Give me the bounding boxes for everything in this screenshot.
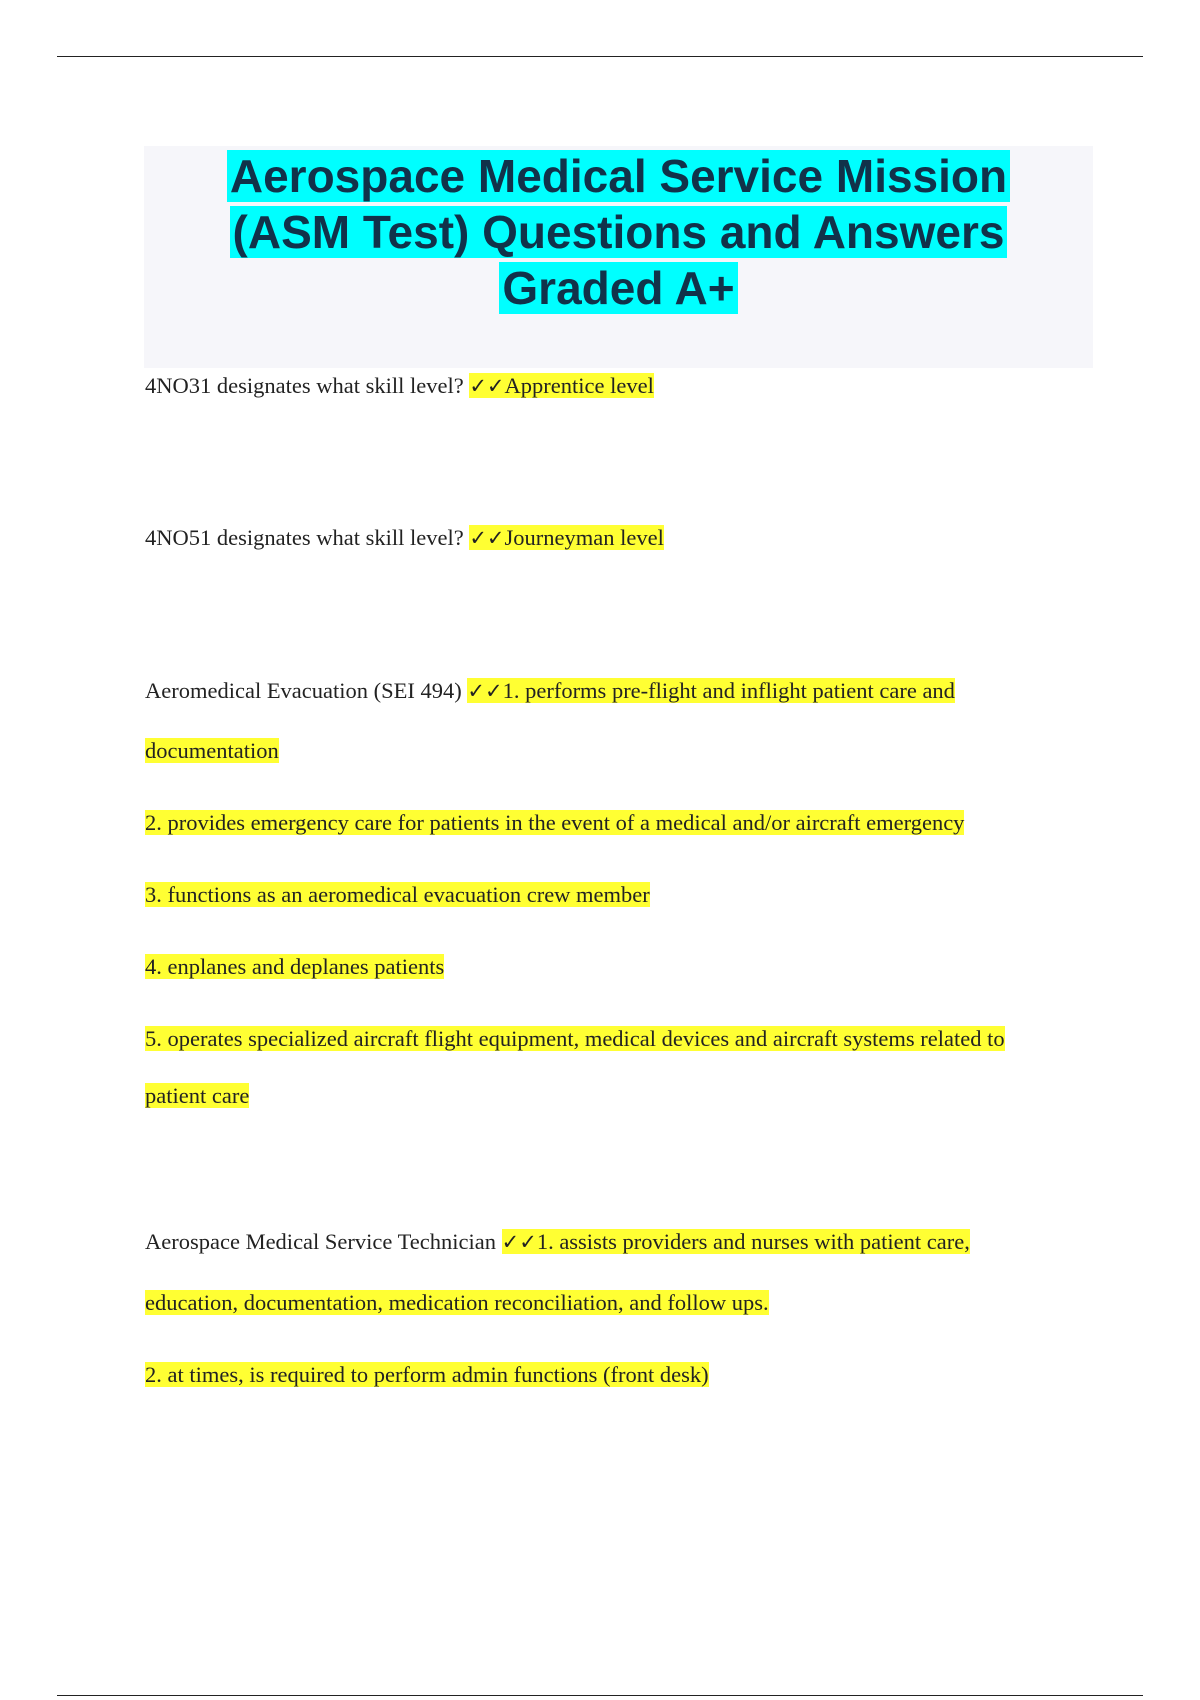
answer-highlight bbox=[502, 1229, 970, 1254]
document-title bbox=[144, 146, 1093, 316]
question-text: 4NO51 designates what skill level? bbox=[145, 525, 464, 550]
qa-item-1 bbox=[145, 371, 654, 401]
check-mark-icon: ✓✓ bbox=[469, 374, 505, 398]
answer-text: 2. provides emergency care for patients in the event of a medical and/or aircraft emergency bbox=[145, 810, 965, 835]
answer-text: education, documentation, medication reconciliation, and follow ups. bbox=[145, 1290, 769, 1315]
qa-item-4 bbox=[145, 1227, 970, 1257]
answer-highlight bbox=[469, 373, 654, 398]
title-line-1: Aerospace Medical Service Mission bbox=[227, 150, 1010, 202]
answer-line bbox=[145, 880, 650, 910]
answer-highlight bbox=[469, 525, 664, 550]
title-line-2: (ASM Test) Questions and Answers bbox=[230, 206, 1008, 258]
answer-text: documentation bbox=[145, 738, 279, 763]
answer-line bbox=[145, 736, 279, 766]
answer-text: 1. performs pre-flight and inflight patient care and bbox=[502, 678, 955, 703]
answer-text: 4. enplanes and deplanes patients bbox=[145, 954, 445, 979]
check-mark-icon: ✓✓ bbox=[501, 1230, 537, 1254]
answer-line bbox=[145, 1081, 249, 1111]
answer-line bbox=[145, 1024, 1005, 1054]
answer-text: patient care bbox=[145, 1083, 250, 1108]
bottom-rule bbox=[57, 1695, 1143, 1696]
qa-item-3 bbox=[145, 676, 955, 706]
top-rule bbox=[57, 56, 1143, 57]
question-text: Aerospace Medical Service Technician bbox=[145, 1229, 496, 1254]
answer-line bbox=[145, 952, 444, 982]
answer-text: 3. functions as an aeromedical evacuation crew member bbox=[145, 882, 650, 907]
answer-line bbox=[145, 1360, 709, 1390]
title-block bbox=[144, 146, 1093, 368]
check-mark-icon: ✓✓ bbox=[467, 679, 503, 703]
answer-line bbox=[145, 808, 964, 838]
qa-item-2 bbox=[145, 523, 664, 553]
answer-highlight bbox=[467, 678, 955, 703]
answer-line bbox=[145, 1288, 769, 1318]
answer-text: Apprentice level bbox=[504, 373, 654, 398]
answer-text: 2. at times, is required to perform admin functions (front desk) bbox=[145, 1362, 709, 1387]
question-text: Aeromedical Evacuation (SEI 494) bbox=[145, 678, 462, 703]
check-mark-icon: ✓✓ bbox=[469, 526, 505, 550]
answer-text: 5. operates specialized aircraft flight equipment, medical devices and aircraft systems related to bbox=[145, 1026, 1005, 1051]
answer-text: Journeyman level bbox=[504, 525, 664, 550]
title-line-3: Graded A+ bbox=[499, 262, 737, 314]
question-text: 4NO31 designates what skill level? bbox=[145, 373, 464, 398]
answer-text: 1. assists providers and nurses with patient care, bbox=[536, 1229, 970, 1254]
